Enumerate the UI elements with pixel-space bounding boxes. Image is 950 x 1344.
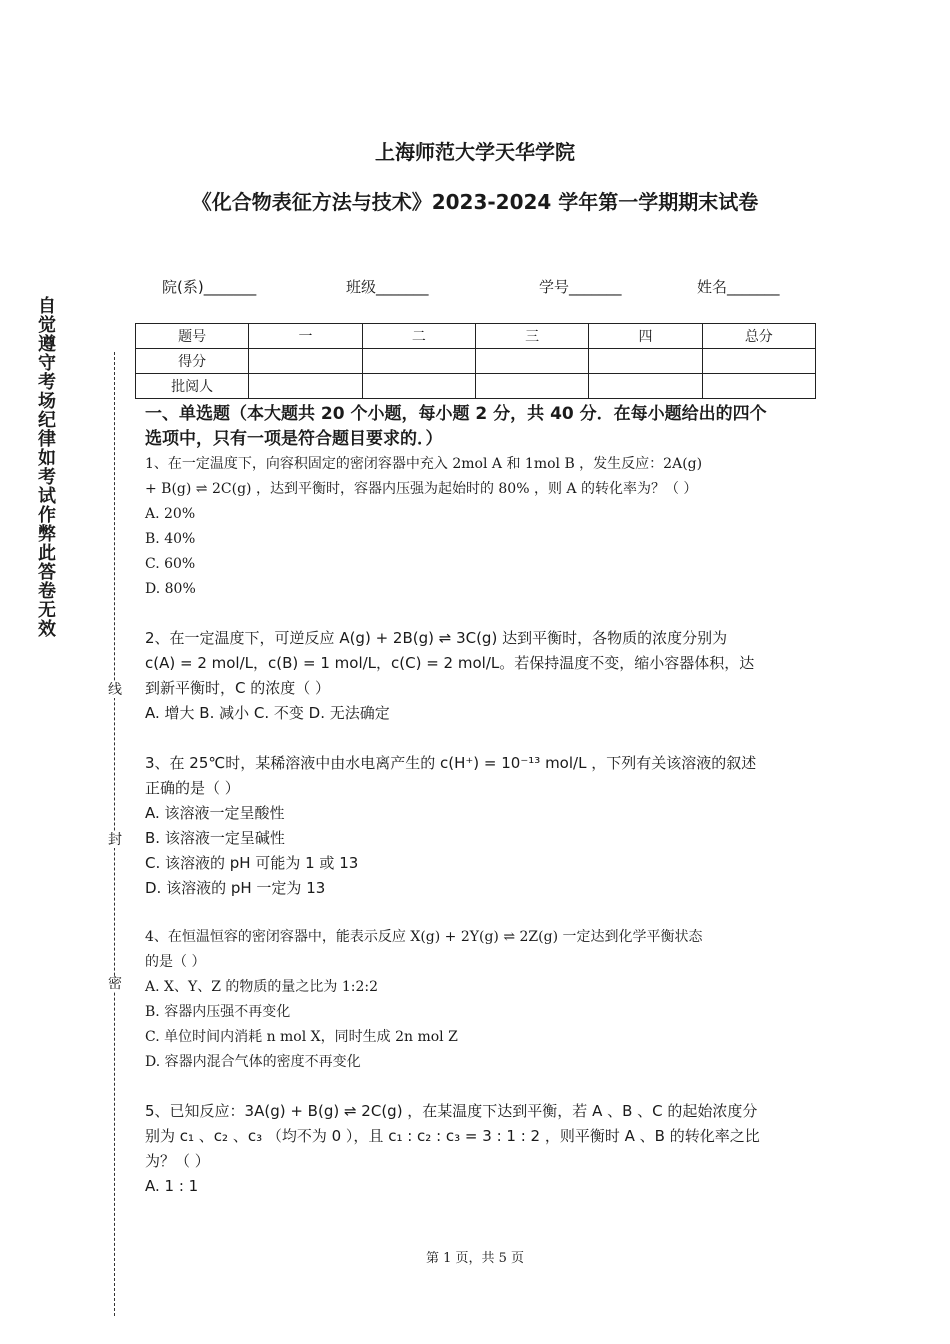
score-table [135, 323, 816, 399]
question-stem-line: 为？（ ） [145, 1152, 210, 1170]
grader-row [136, 374, 816, 399]
question-1 [145, 452, 815, 602]
grader-input-cell[interactable] [362, 374, 475, 399]
question-stem-line: 的是（ ） [145, 954, 206, 970]
score-input-cell[interactable] [589, 349, 702, 374]
table-cell: 总分 [702, 324, 815, 349]
section-heading-line: 选项中，只有一项是符合题目要求的．） [145, 429, 443, 449]
score-row [136, 349, 816, 374]
table-cell: 一 [249, 324, 362, 349]
question-5 [145, 1099, 815, 1199]
question-stem-line: 4、在恒温恒容的密闭容器中，能表示反应 X(g) + 2Y(g) ⇌ 2Z(g) 一定达到化学平衡状态 [145, 929, 703, 945]
section-heading-line: 一、单选题（本大题共 20 个小题，每小题 2 分，共 40 分．在每小题给出的四个 [145, 404, 767, 424]
answer-option: B. 40% [145, 531, 196, 547]
question-stem-line: 2、在一定温度下，可逆反应 A(g) + 2B(g) ⇌ 3C(g) 达到平衡时，各物质的浓度分别为 [145, 629, 728, 647]
answer-option: C. 该溶液的 pH 可能为 1 或 13 [145, 854, 359, 872]
question-stem-line: 别为 c₁ 、c₂ 、c₃ （均不为 0 ），且 c₁ : c₂ : c₃ = 3 : 1 : 2 ，则平衡时 A 、B 的转化率之比 [145, 1127, 760, 1145]
binding-mark-seal: 封 [108, 832, 122, 848]
student-id-field: 学号_______ [539, 278, 622, 296]
table-cell: 二 [362, 324, 475, 349]
section-heading [145, 402, 815, 452]
question-stem-line: c(A) = 2 mol/L，c(B) = 1 mol/L，c(C) = 2 mol/L。若保持温度不变，缩小容器体积，达 [145, 654, 755, 672]
table-cell: 得分 [136, 349, 249, 374]
side-warning: 自觉遵守考场纪律如考试作弊此答卷无效 [35, 296, 56, 638]
answer-option: C. 单位时间内消耗 n mol X，同时生成 2n mol Z [145, 1029, 458, 1045]
question-4 [145, 925, 815, 1075]
score-input-cell[interactable] [249, 349, 362, 374]
name-field: 姓名_______ [697, 278, 780, 296]
question-stem-line: 正确的是（ ） [145, 779, 240, 797]
question-stem-line: 1、在一定温度下，向容积固定的密闭容器中充入 2mol A 和 1mol B ，发生反应：2A(g) [145, 456, 703, 472]
table-cell: 四 [589, 324, 702, 349]
answer-option: D. 该溶液的 pH 一定为 13 [145, 879, 326, 897]
school-title: 上海师范大学天华学院 [375, 140, 575, 164]
grader-input-cell[interactable] [702, 374, 815, 399]
exam-title: 《化合物表征方法与技术》2023-2024 学年第一学期期末试卷 [191, 190, 759, 214]
binding-mark-secret: 密 [108, 976, 122, 992]
score-input-cell[interactable] [362, 349, 475, 374]
answer-option: A. 增大 B. 减小 C. 不变 D. 无法确定 [145, 704, 390, 722]
question-stem-line: 到新平衡时，C 的浓度（ ） [145, 679, 331, 697]
answer-option: D. 80% [145, 581, 196, 597]
table-cell: 题号 [136, 324, 249, 349]
answer-option: C. 60% [145, 556, 196, 572]
score-table-header-row [136, 324, 816, 349]
answer-option: A. 1 : 1 [145, 1177, 199, 1195]
score-input-cell[interactable] [702, 349, 815, 374]
answer-option: B. 容器内压强不再变化 [145, 1004, 291, 1020]
score-input-cell[interactable] [475, 349, 588, 374]
grader-input-cell[interactable] [589, 374, 702, 399]
page-footer: 第 1 页，共 5 页 [425, 1251, 525, 1266]
answer-option: A. X、Y、Z 的物质的量之比为 1:2:2 [145, 979, 379, 995]
answer-option: B. 该溶液一定呈碱性 [145, 829, 285, 847]
table-cell: 三 [475, 324, 588, 349]
grader-input-cell[interactable] [249, 374, 362, 399]
answer-option: A. 该溶液一定呈酸性 [145, 804, 285, 822]
question-3 [145, 751, 815, 901]
question-stem-line: 3、在 25℃时，某稀溶液中由水电离产生的 c(H⁺) = 10⁻¹³ mol/L ，下列有关该溶液的叙述 [145, 754, 757, 772]
answer-option: D. 容器内混合气体的密度不再变化 [145, 1054, 361, 1070]
binding-mark-line: 线 [108, 682, 122, 698]
question-stem-line: 5、已知反应：3A(g) + B(g) ⇌ 2C(g) ，在某温度下达到平衡，若 A 、B 、C 的起始浓度分 [145, 1102, 758, 1120]
class-field: 班级_______ [346, 278, 429, 296]
question-stem-line: + B(g) ⇌ 2C(g) ，达到平衡时，容器内压强为起始时的 80% ，则 A 的转化率为？（ ） [145, 481, 698, 497]
answer-option: A. 20% [145, 506, 196, 522]
table-cell: 批阅人 [136, 374, 249, 399]
grader-input-cell[interactable] [475, 374, 588, 399]
department-field: 院(系)_______ [162, 278, 257, 296]
question-2 [145, 626, 815, 726]
